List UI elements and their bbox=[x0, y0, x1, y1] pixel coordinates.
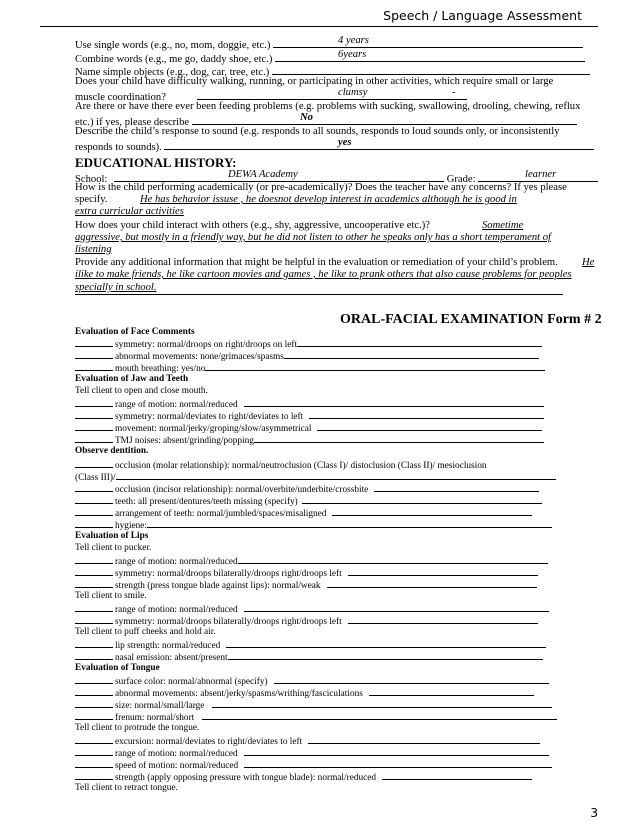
answer-blank[interactable] bbox=[75, 651, 113, 660]
lips-instruction-1: Tell client to pucker. bbox=[75, 543, 152, 553]
performance-value-line2: extra curricular activities bbox=[75, 206, 184, 217]
jaw-instruction: Tell client to open and close mouth. bbox=[75, 386, 208, 396]
tongue-item-1 bbox=[75, 675, 565, 688]
grade-label: Grade: bbox=[446, 174, 476, 185]
answer-blank[interactable] bbox=[75, 639, 113, 648]
school-label: School: bbox=[75, 174, 108, 185]
page-number: 3 bbox=[590, 806, 598, 820]
interaction-value-line1: Sometime bbox=[482, 220, 524, 231]
additional-info-value-line2: ilike to make friends, he like cartoon movies and games , he like to prank others that also cause problems for peoples bbox=[75, 269, 572, 280]
face-heading: Evaluation of Face Comments bbox=[75, 327, 195, 337]
dentition-item-1b-label: (Class III)/ bbox=[75, 473, 116, 483]
lips-instruction-3: Tell client to puff cheeks and hold air. bbox=[75, 627, 216, 637]
interaction-value-line3: listening bbox=[75, 244, 112, 255]
tongue-item-5 bbox=[75, 735, 565, 748]
lips-item-2 bbox=[75, 567, 565, 580]
answer-blank[interactable] bbox=[75, 747, 113, 756]
jaw-item-1 bbox=[75, 398, 565, 411]
comment-line[interactable] bbox=[212, 699, 552, 708]
comment-line[interactable] bbox=[284, 350, 539, 359]
lips-item-4-label: range of motion: normal/reduced bbox=[115, 605, 238, 615]
sound-field[interactable] bbox=[164, 138, 594, 150]
jaw-item-4 bbox=[75, 434, 565, 447]
comment-line[interactable] bbox=[238, 555, 548, 564]
face-item-2 bbox=[75, 350, 565, 363]
tongue-item-6-label: range of motion: normal/reduced bbox=[115, 749, 238, 759]
dentition-item-1b bbox=[75, 471, 565, 484]
answer-blank[interactable] bbox=[75, 507, 113, 516]
comment-line[interactable] bbox=[226, 639, 546, 648]
additional-info-value-line1: He bbox=[582, 257, 595, 268]
answer-blank[interactable] bbox=[75, 615, 113, 624]
grade-value: learner bbox=[525, 169, 557, 180]
answer-blank[interactable] bbox=[75, 410, 113, 419]
educational-history-heading: EDUCATIONAL HISTORY: bbox=[75, 155, 237, 170]
dentition-item-5 bbox=[75, 519, 565, 532]
answer-blank[interactable] bbox=[75, 350, 113, 359]
comment-line[interactable] bbox=[205, 362, 545, 371]
answer-blank[interactable] bbox=[75, 459, 113, 468]
comment-line[interactable] bbox=[327, 579, 537, 588]
feeding-question-line1: Are there or have there ever been feeding problems (e.g. problems with sucking, swallowing, drooling, chewing, reflux bbox=[75, 101, 581, 112]
school-value: DEWA Academy bbox=[228, 169, 298, 180]
lips-item-6 bbox=[75, 639, 565, 652]
dentition-heading: Observe dentition. bbox=[75, 446, 149, 456]
additional-info-question: Provide any additional information that might be helpful in the evaluation or remediation of your child’s problem. bbox=[75, 257, 558, 268]
answer-blank[interactable] bbox=[75, 603, 113, 612]
single-words-label: Use single words (e.g., no, mom, doggie, etc.) bbox=[75, 40, 271, 51]
dentition-item-2 bbox=[75, 483, 565, 496]
comment-line[interactable] bbox=[244, 759, 552, 768]
lips-item-6-label: lip strength: normal/reduced bbox=[115, 641, 221, 651]
tongue-instruction-1: Tell client to protrude the tongue. bbox=[75, 723, 200, 733]
dentition-item-4-label: arrangement of teeth: normal/jumbled/spaces/misaligned bbox=[115, 509, 327, 519]
motor-question-line1: Does your child have difficulty walking, running, or participating in other activities, which require small or large bbox=[75, 76, 554, 87]
answer-blank[interactable] bbox=[75, 338, 113, 347]
face-item-1 bbox=[75, 338, 565, 351]
answer-blank[interactable] bbox=[75, 555, 113, 564]
answer-blank[interactable] bbox=[75, 675, 113, 684]
dentition-item-2-label: occlusion (incisor relationship): normal/overbite/underbite/crossbite bbox=[115, 485, 369, 495]
tongue-item-4 bbox=[75, 711, 565, 724]
comment-line[interactable] bbox=[274, 675, 549, 684]
answer-blank[interactable] bbox=[75, 495, 113, 504]
jaw-item-3-label: movement: normal/jerky/groping/slow/asymmetrical bbox=[115, 424, 312, 434]
comment-line[interactable] bbox=[297, 338, 542, 347]
performance-value-line1: He has behavior issuse , he doesnot develop interest in academics although he is good in bbox=[140, 194, 517, 205]
jaw-item-1-label: range of motion: normal/reduced bbox=[115, 400, 238, 410]
feeding-value: No bbox=[300, 112, 313, 123]
tongue-item-8 bbox=[75, 771, 565, 784]
answer-blank[interactable] bbox=[75, 759, 113, 768]
performance-question-text: specify. bbox=[75, 194, 108, 205]
comment-line[interactable] bbox=[308, 735, 540, 744]
comment-line[interactable] bbox=[302, 495, 542, 504]
tongue-item-1-label: surface color: normal/abnormal (specify) bbox=[115, 677, 268, 687]
comment-line[interactable] bbox=[116, 471, 556, 480]
answer-blank[interactable] bbox=[75, 699, 113, 708]
additional-info-value-line3: specially in school. bbox=[75, 282, 157, 293]
answer-blank[interactable] bbox=[75, 711, 113, 720]
comment-line[interactable] bbox=[332, 507, 532, 516]
lips-item-5-label: symmetry: normal/droops bilaterally/droops right/droops left bbox=[115, 617, 342, 627]
name-objects-field[interactable] bbox=[272, 63, 590, 75]
comment-line[interactable] bbox=[317, 422, 542, 431]
combine-words-value: 6years bbox=[338, 49, 367, 60]
jaw-item-2 bbox=[75, 410, 565, 423]
face-item-1-label: symmetry: normal/droops on right/droops on left bbox=[115, 340, 298, 350]
comment-line[interactable] bbox=[244, 603, 549, 612]
tongue-item-4-label: frenum: normal/short bbox=[115, 713, 195, 723]
lips-instruction-2: Tell client to smile. bbox=[75, 591, 147, 601]
combine-words-label: Combine words (e.g., me go, daddy shoe, etc.) bbox=[75, 54, 273, 65]
jaw-item-4-label: TMJ noises: absent/grinding/popping bbox=[115, 436, 254, 446]
lips-item-5 bbox=[75, 615, 565, 628]
comment-line[interactable] bbox=[244, 747, 549, 756]
tongue-item-5-label: excursion: normal/deviates to right/deviates to left bbox=[115, 737, 303, 747]
comment-line[interactable] bbox=[147, 519, 552, 528]
name-objects-label: Name simple objects (e.g., dog, car, tree, etc.) bbox=[75, 67, 270, 78]
answer-blank[interactable] bbox=[75, 579, 113, 588]
tongue-heading: Evaluation of Tongue bbox=[75, 663, 160, 673]
page-header-title: Speech / Language Assessment bbox=[383, 8, 582, 23]
comment-line[interactable] bbox=[382, 771, 532, 780]
tongue-item-2 bbox=[75, 687, 565, 700]
answer-blank[interactable] bbox=[75, 735, 113, 744]
performance-question-line1: How is the child performing academically (or pre-academically)? Does the teacher have any concerns? If yes please bbox=[75, 182, 567, 193]
lips-item-7-label: nasal emission: absent/present bbox=[115, 653, 228, 663]
single-words-value: 4 years bbox=[338, 35, 369, 46]
lips-item-7 bbox=[75, 651, 565, 664]
comment-line[interactable] bbox=[254, 434, 544, 443]
comment-line[interactable] bbox=[348, 567, 538, 576]
interaction-question-text: How does your child interact with others (e.g., shy, aggressive, uncooperative etc.)? bbox=[75, 220, 430, 231]
motor-question-text: muscle coordination? bbox=[75, 92, 166, 103]
sound-value: yes bbox=[338, 137, 352, 148]
comment-line[interactable] bbox=[374, 483, 539, 492]
dentition-item-3-label: teeth: all present/dentures/teeth missing (specify) bbox=[115, 497, 298, 507]
feeding-question-text: etc.) if yes, please describe bbox=[75, 117, 190, 128]
tongue-item-8-label: strength (apply opposing pressure with tongue blade): normal/reduced bbox=[115, 773, 377, 783]
face-item-3-label: mouth breathing: yes/no bbox=[115, 364, 206, 374]
header-rule bbox=[40, 26, 598, 27]
dentition-item-3 bbox=[75, 495, 565, 508]
lips-item-3-label: strength (press tongue blade against lips): normal/weak bbox=[115, 581, 321, 591]
comment-line[interactable] bbox=[348, 615, 538, 624]
motor-dash: - bbox=[452, 87, 456, 98]
comment-line[interactable] bbox=[244, 398, 544, 407]
motor-value: clumsy bbox=[338, 87, 368, 98]
jaw-item-2-label: symmetry: normal/deviates to right/deviates to left bbox=[115, 412, 304, 422]
single-words-field[interactable] bbox=[273, 36, 583, 48]
comment-line[interactable] bbox=[369, 687, 534, 696]
lips-item-1 bbox=[75, 555, 565, 568]
answer-blank[interactable] bbox=[75, 687, 113, 696]
motor-field[interactable] bbox=[197, 88, 467, 100]
lips-item-2-label: symmetry: normal/droops bilaterally/droops right/droops left bbox=[115, 569, 342, 579]
lips-item-1-label: range of motion: normal/reduced bbox=[115, 557, 238, 567]
tongue-item-7 bbox=[75, 759, 565, 772]
dentition-item-1 bbox=[75, 459, 565, 472]
additional-info-rule bbox=[75, 294, 563, 295]
oral-facial-heading: ORAL-FACIAL EXAMINATION Form # 2 bbox=[340, 312, 602, 327]
answer-blank[interactable] bbox=[75, 434, 113, 443]
answer-blank[interactable] bbox=[75, 519, 113, 528]
jaw-heading: Evaluation of Jaw and Teeth bbox=[75, 374, 189, 384]
dentition-item-5-label: hygiene: bbox=[115, 521, 148, 531]
jaw-item-3 bbox=[75, 422, 565, 435]
comment-line[interactable] bbox=[309, 410, 544, 419]
sound-question-line1: Describe the child’s response to sound (e.g. responds to all sounds, responds to loud sounds only, or inconsistently bbox=[75, 126, 560, 137]
feeding-field[interactable] bbox=[192, 113, 577, 125]
face-item-3 bbox=[75, 362, 565, 375]
lips-item-4 bbox=[75, 603, 565, 616]
answer-blank[interactable] bbox=[75, 483, 113, 492]
interaction-value-line2: aggressive, but mostly in a friendly way, but he did not listen to other he speaks only has a short temperament of bbox=[75, 232, 551, 243]
answer-blank[interactable] bbox=[75, 398, 113, 407]
answer-blank[interactable] bbox=[75, 362, 113, 371]
combine-words-field[interactable] bbox=[275, 50, 585, 62]
tongue-item-7-label: speed of motion: normal/reduced bbox=[115, 761, 239, 771]
face-item-2-label: abnormal movements: none/grimaces/spasms bbox=[115, 352, 284, 362]
lips-item-3 bbox=[75, 579, 565, 592]
tongue-item-3 bbox=[75, 699, 565, 712]
sound-question-text: responds to sounds). bbox=[75, 142, 162, 153]
tongue-item-3-label: size: normal/small/large bbox=[115, 701, 205, 711]
comment-line[interactable] bbox=[228, 651, 543, 660]
tongue-item-6 bbox=[75, 747, 565, 760]
answer-blank[interactable] bbox=[75, 422, 113, 431]
tongue-instruction-2: Tell client to retract tongue. bbox=[75, 783, 178, 793]
lips-heading: Evaluation of Lips bbox=[75, 531, 149, 541]
answer-blank[interactable] bbox=[75, 567, 113, 576]
tongue-item-2-label: abnormal movements: absent/jerky/spasms/writhing/fasciculations bbox=[115, 689, 363, 699]
comment-line[interactable] bbox=[202, 711, 557, 720]
dentition-item-4 bbox=[75, 507, 565, 520]
answer-blank[interactable] bbox=[75, 771, 113, 780]
dentition-item-1-label: occlusion (molar relationship): normal/neutroclusion (Class I)/ distoclusion (Class II)/ mesioclusion bbox=[115, 461, 487, 471]
